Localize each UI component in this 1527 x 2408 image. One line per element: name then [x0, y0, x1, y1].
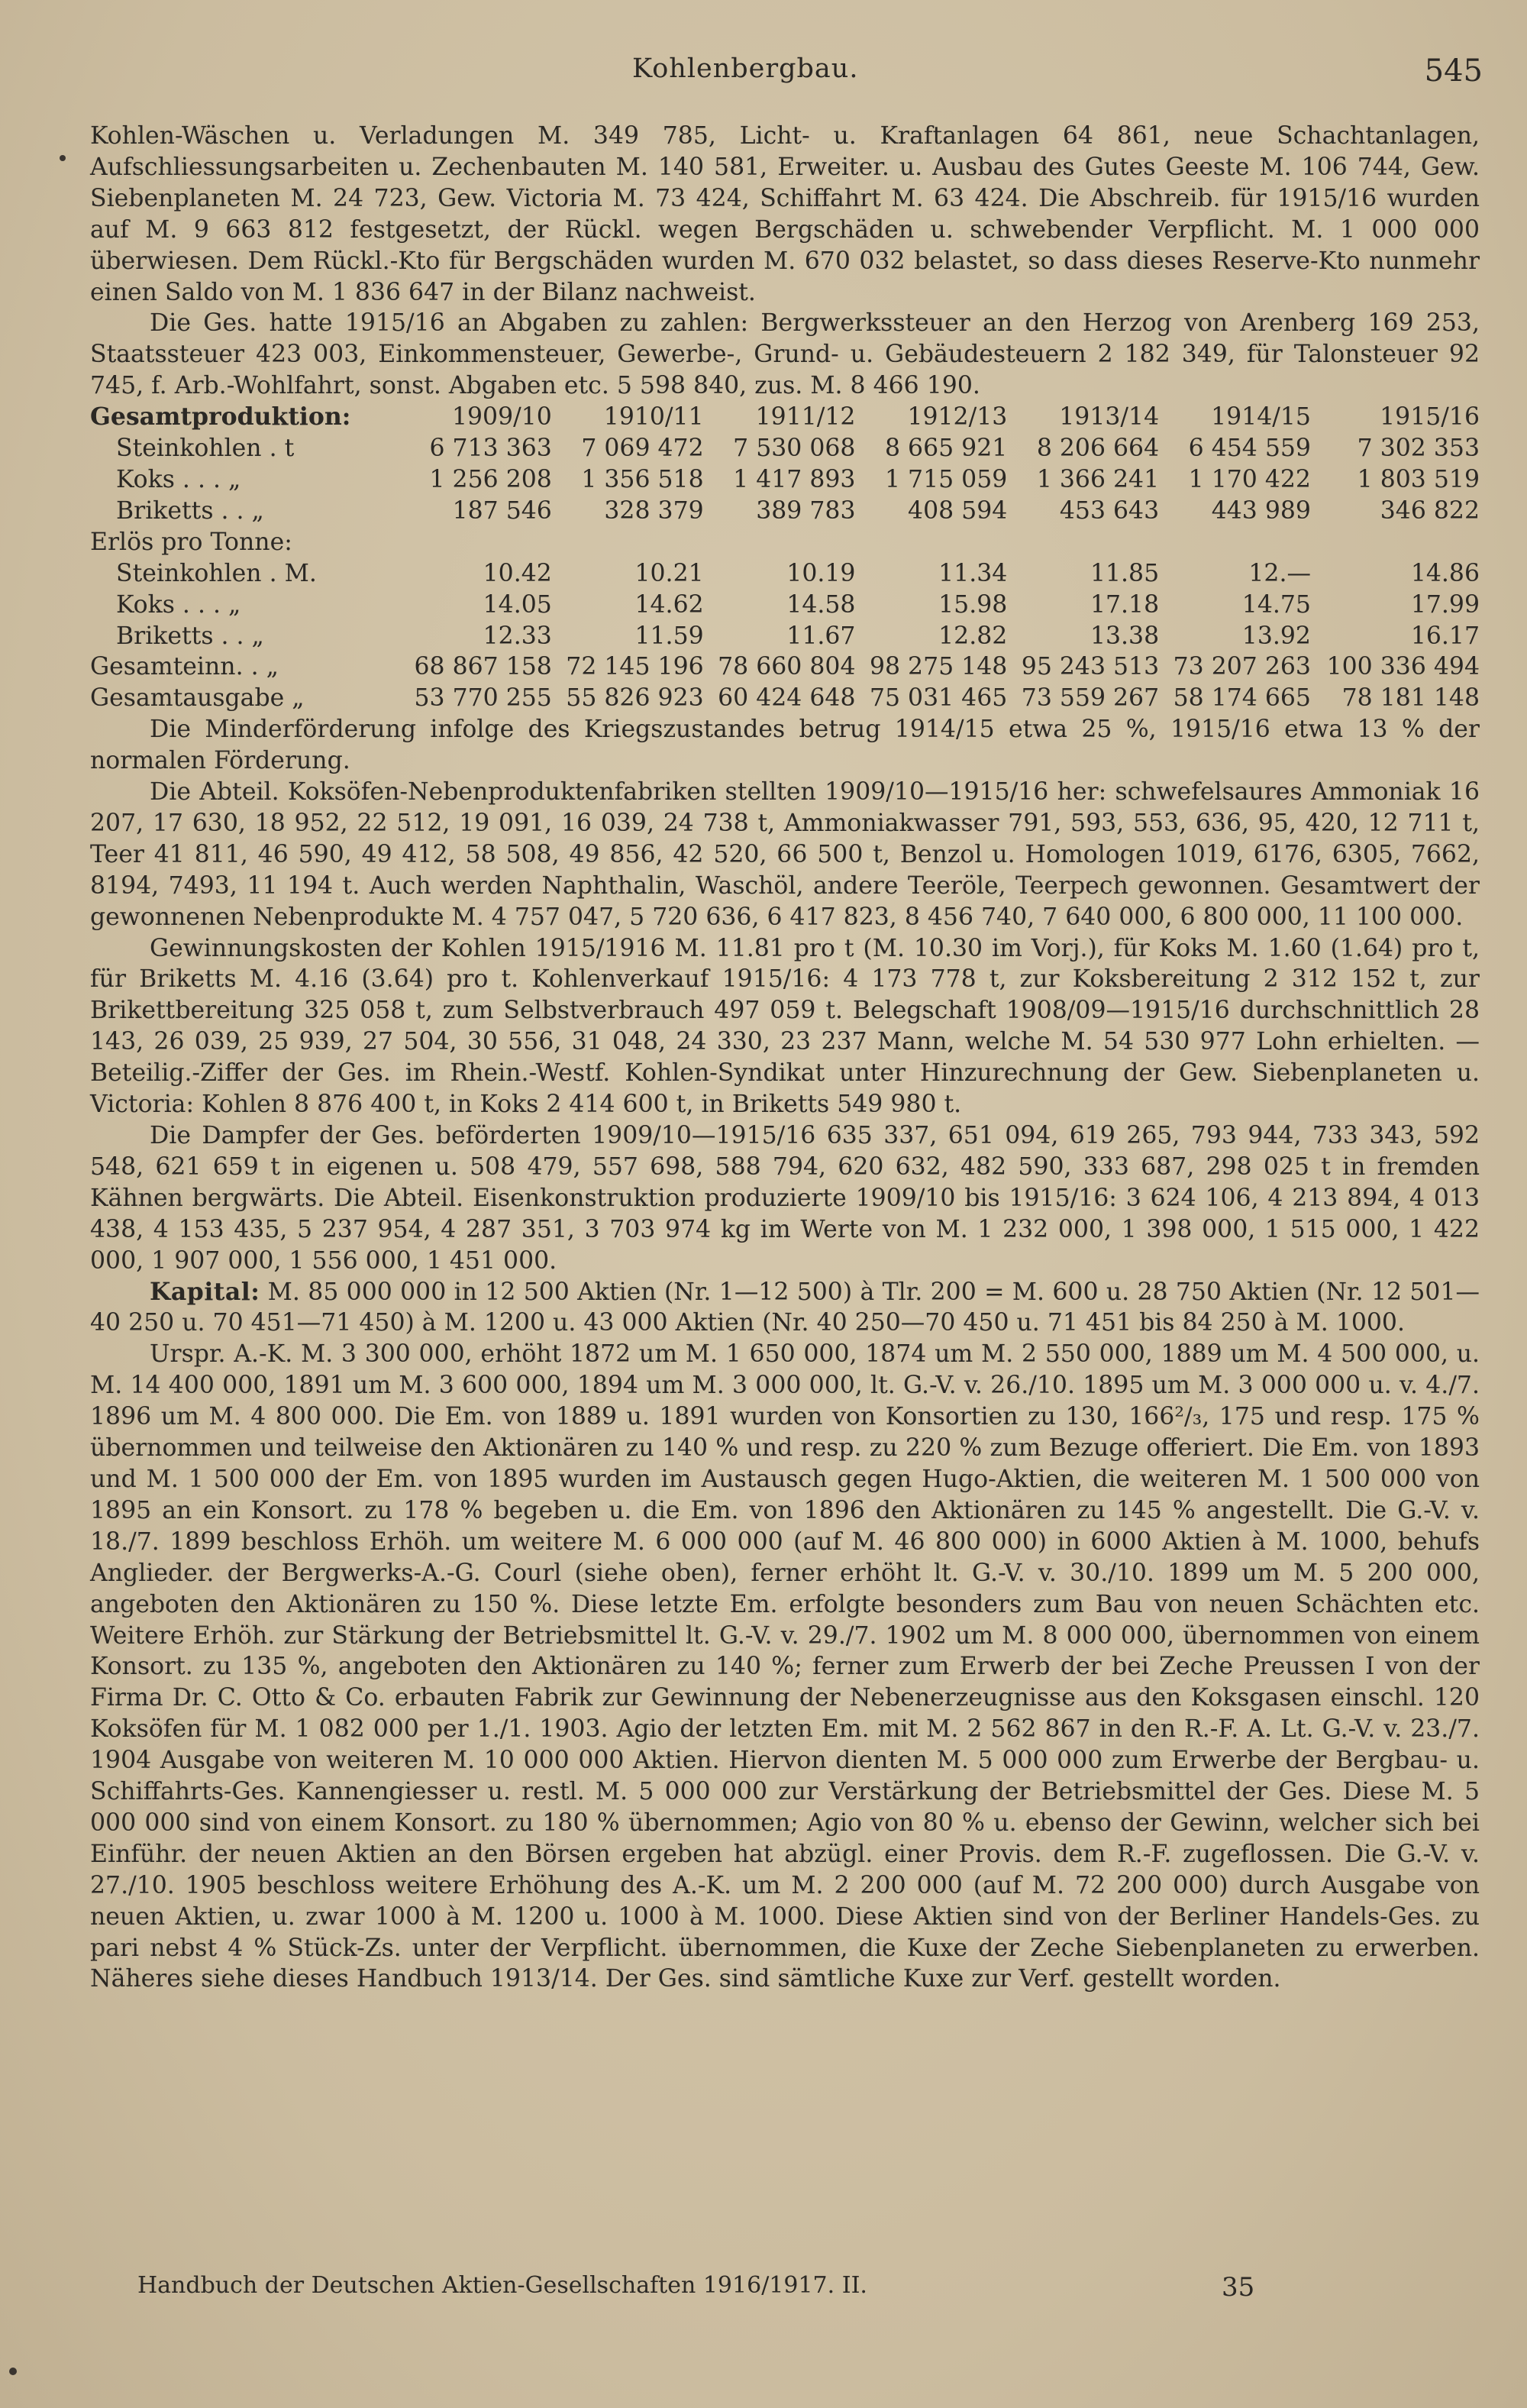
paragraph-nebenprodukte: Die Abteil. Koksöfen-Nebenproduktenfabriken stellten 1909/10—1915/16 her: schwefelsaures Ammoniak 16 207, 17 630, 18 952, 22 512, 19 091, 16 039, 24 738 t, Ammoniakwasser 791, 593, 553, 636, 95, 420, 12 711 t, Teer 41 811, 46 590, 49 412, 58 508, 49 856, 42 520, 66 500 t, Benzol u. Homologen 1019, 6176, 6305, 7662, 8194, 7493, 11 194 t. Auch werden Naphthalin, Waschöl, andere Teeröle, Teerpech gewonnen. Gesamtwert der gewonnenen Nebenprodukte M. 4 757 047, 5 720 636, 6 417 823, 8 456 740, 7 640 000, 6 800 000, 11 100 000. [90, 778, 1480, 931]
table-row [90, 651, 1480, 683]
table-cell: 12.82 [938, 622, 1008, 650]
table-cell: 13.92 [1241, 622, 1311, 650]
table-cell: 60 424 648 [718, 684, 856, 713]
table-cell: 1 803 519 [1357, 465, 1480, 493]
year-header: 1912/13 [907, 403, 1008, 432]
table-cell: 78 181 148 [1341, 684, 1480, 713]
year-header: 1911/12 [755, 403, 856, 432]
table-cell: 12.33 [483, 622, 552, 650]
table-cell: 72 145 196 [566, 653, 704, 681]
table-row [90, 496, 1480, 527]
table-section-row [90, 527, 1480, 558]
table-cell: 75 031 465 [869, 684, 1008, 713]
table-cell: 17.99 [1410, 590, 1480, 619]
table-cell: 14.62 [634, 590, 704, 619]
table-cell: 10.42 [483, 559, 552, 587]
running-title: Kohlenbergbau. [632, 53, 859, 84]
year-header: 1915/16 [1380, 403, 1480, 432]
year-header: 1914/15 [1211, 403, 1311, 432]
row-label: Steinkohlen . M. [116, 559, 317, 587]
table-cell: 1 366 241 [1036, 465, 1160, 493]
year-header: 1910/11 [603, 403, 704, 432]
table-row [90, 464, 1480, 496]
table-cell: 95 243 513 [1021, 653, 1160, 681]
row-label: Gesamtausgabe „ [90, 684, 305, 713]
table-cell: 1 417 893 [733, 465, 856, 493]
table-cell: 78 660 804 [718, 653, 856, 681]
table-cell: 14.86 [1410, 559, 1480, 587]
table-cell: 14.05 [483, 590, 552, 619]
table-cell: 1 170 422 [1188, 465, 1311, 493]
kapital-text: M. 85 000 000 in 12 500 Aktien (Nr. 1—12 500) à Tlr. 200 = M. 600 u. 28 750 Aktien (Nr. 12 501—40 250 u. 70 451—71 450) à M. 1200 u. 43 000 Aktien (Nr. 40 250—70 450 u. 71 451 bis 84 250 à M. 1000. [90, 1278, 1480, 1337]
table-cell: 408 594 [908, 496, 1008, 525]
row-label: Gesamteinn. . „ [90, 653, 279, 681]
footer-title: Handbuch der Deutschen Aktien-Gesellschaften 1916/1917. II. [137, 2272, 867, 2299]
paragraph-abgaben: Die Ges. hatte 1915/16 an Abgaben zu zahlen: Bergwerkssteuer an den Herzog von Arenberg 169 253, Staatssteuer 423 003, Einkommensteuer, Gewerbe-, Grund- u. Gebäudesteuern 2 182 349, für Talonsteuer 92 745, f. Arb.-Wohlfahrt, sonst. Abgaben etc. 5 598 840, zus. M. 8 466 190. [90, 309, 1480, 400]
row-label: Briketts . . „ [116, 496, 264, 525]
page-footer [137, 2272, 1435, 2310]
paragraph-dampfer: Die Dampfer der Ges. beförderten 1909/10—1915/16 635 337, 651 094, 619 265, 793 944, 733 343, 592 548, 621 659 t in eigenen u. 508 479, 557 698, 588 794, 620 632, 482 590, 333 687, 298 025 t in fremden Kähnen bergwärts. Die Abteil. Eisenkonstruktion produzierte 1909/10 bis 1915/16: 3 624 106, 4 213 894, 4 013 438, 4 153 435, 5 237 954, 4 287 351, 3 703 974 kg im Werte von M. 1 232 000, 1 398 000, 1 515 000, 1 422 000, 1 907 000, 1 556 000, 1 451 000. [90, 1122, 1480, 1275]
table-cell: 53 770 255 [414, 684, 552, 713]
signature-number: 35 [1222, 2272, 1255, 2303]
page-number: 545 [1424, 53, 1483, 89]
table-cell: 1 715 059 [884, 465, 1008, 493]
table-cell: 8 206 664 [1036, 435, 1160, 463]
table-cell: 16.17 [1410, 622, 1480, 650]
table-cell: 100 336 494 [1326, 653, 1480, 681]
table-cell: 11.85 [1090, 559, 1160, 587]
table-cell: 8 665 921 [884, 435, 1008, 463]
table-cell: 68 867 158 [414, 653, 552, 681]
paragraph-continued: Kohlen-Wäschen u. Verladungen M. 349 785, Licht- u. Kraftanlagen 64 861, neue Schachtanlagen, Aufschliessungsarbeiten u. Zechenbauten M. 140 581, Erweiter. u. Ausbau des Gutes Geeste M. 106 744, Gew. Siebenplaneten M. 24 723, Gew. Victoria M. 73 424, Schiffahrt M. 63 424. Die Abschreib. für 1915/16 wurden auf M. 9 663 812 festgesetzt, der Rückl. wegen Bergschäden u. schwebender Verpflicht. M. 1 000 000 überwiesen. Dem Rückl.-Kto für Bergschäden wurden M. 670 032 belastet, so dass dieses Reserve-Kto nunmehr einen Saldo von M. 1 836 647 in der Bilanz nachweist. [90, 122, 1480, 306]
paragraph-kapital [90, 1277, 1480, 1340]
production-table [90, 402, 1480, 714]
table-cell: 13.38 [1090, 622, 1160, 650]
table-row [90, 433, 1480, 464]
table-cell: 73 559 267 [1021, 684, 1160, 713]
row-label: Steinkohlen . t [116, 435, 295, 463]
ink-speck [9, 2368, 17, 2375]
table-cell: 14.75 [1241, 590, 1311, 619]
table-row [90, 590, 1480, 621]
table-cell: 6 713 363 [429, 435, 552, 463]
table-cell: 11.67 [786, 622, 856, 650]
year-header: 1913/14 [1059, 403, 1160, 432]
paragraph-urspr: Urspr. A.-K. M. 3 300 000, erhöht 1872 um M. 1 650 000, 1874 um M. 2 550 000, 1889 um M. 4 500 000, u. M. 14 400 000, 1891 um M. 3 600 000, 1894 um M. 3 000 000, lt. G.-V. v. 26./10. 1895 um M. 3 000 000 u. v. 4./7. 1896 um M. 4 800 000. Die Em. von 1889 u. 1891 wurden von Konsortien zu 130, 166²/₃, 175 und resp. 175 % übernommen und teilweise den Aktionären zu 140 % und resp. zu 220 % zum Bezuge offeriert. Die Em. von 1893 und M. 1 500 000 der Em. von 1895 wurden im Austausch gegen Hugo-Aktien, die weiteren M. 1 500 000 von 1895 an ein Konsort. zu 178 % begeben u. die Em. von 1896 den Aktionären zu 145 % angestellt. Die G.-V. v. 18./7. 1899 beschloss Erhöh. um weitere M. 6 000 000 (auf M. 46 800 000) in 6000 Aktien à M. 1000, behufs Anglieder. der Bergwerks-A.-G. Courl (siehe oben), ferner erhöht lt. G.-V. v. 30./10. 1899 um M. 5 200 000, angeboten den Aktionären zu 150 %. Diese letzte Em. erfolgte besonders zum Bau von neuen Schächten etc. Weitere Erhöh. zur Stärkung der Betriebsmittel lt. G.-V. v. 29./7. 1902 um M. 8 000 000, übernommen von einem Konsort. zu 135 %, angeboten den Aktionären zu 140 %; ferner zum Erwerb der bei Zeche Preussen I von der Firma Dr. C. Otto & Co. erbauten Fabrik zur Gewinnung der Nebenerzeugnisse aus den Koksgasen einschl. 120 Koksöfen für M. 1 082 000 per 1./1. 1903. Agio der letzten Em. mit M. 2 562 867 in den R.-F. A. Lt. G.-V. v. 23./7. 1904 Ausgabe von weiteren M. 10 000 000 Aktien. Hiervon dienten M. 5 000 000 zum Erwerbe der Bergbau- u. Schiffahrts-Ges. Kannengiesser u. restl. M. 5 000 000 zur Verstärkung der Betriebsmittel der Ges. Diese M. 5 000 000 sind von einem Konsort. zu 180 % übernommen; Agio von 80 % u. ebenso der Gewinn, welcher sich bei Einführ. der neuen Aktien an den Börsen ergeben hat abzügl. einer Provis. dem R.-F. zugeflossen. Die G.-V. v. 27./10. 1905 beschloss weitere Erhöhung des A.-K. um M. 2 200 000 (auf M. 72 200 000) durch Ausgabe von neuen Aktien, u. zwar 1000 à M. 1200 u. 1000 à M. 1000. Diese Aktien sind von der Berliner Handels-Ges. zu pari nebst 4 % Stück-Zs. unter der Verpflicht. übernommen, die Kuxe der Zeche Siebenplaneten zu erwerben. Näheres siehe dieses Handbuch 1913/14. Der Ges. sind sämtliche Kuxe zur Verf. gestellt worden. [90, 1340, 1480, 1993]
table-cell: 17.18 [1090, 590, 1160, 619]
paragraph-minderfoerderung: Die Minderförderung infolge des Kriegszustandes betrug 1914/15 etwa 25 %, 1915/16 etwa 13 % der normalen Förderung. [90, 716, 1480, 775]
table-cell: 7 069 472 [581, 435, 704, 463]
table-cell: 98 275 148 [869, 653, 1008, 681]
table-row [90, 621, 1480, 652]
section-label-erloes: Erlös pro Tonne: [90, 528, 292, 556]
year-header: 1909/10 [451, 403, 552, 432]
table-cell: 328 379 [604, 496, 704, 525]
table-cell: 11.34 [938, 559, 1008, 587]
running-head [0, 53, 1527, 92]
table-cell: 11.59 [634, 622, 704, 650]
table-cell: 453 643 [1059, 496, 1160, 525]
table-cell: 73 207 263 [1173, 653, 1311, 681]
table-row [90, 683, 1480, 714]
table-cell: 15.98 [938, 590, 1008, 619]
table-cell: 6 454 559 [1188, 435, 1311, 463]
ink-speck [60, 155, 66, 161]
row-label: Koks . . . „ [116, 465, 241, 493]
table-cell: 7 302 353 [1357, 435, 1480, 463]
table-cell: 55 826 923 [566, 684, 704, 713]
table-cell: 10.19 [786, 559, 856, 587]
table-cell: 7 530 068 [733, 435, 856, 463]
table-cell: 187 546 [452, 496, 552, 525]
table-cell: 10.21 [634, 559, 704, 587]
table-title: Gesamtproduktion: [90, 402, 351, 432]
row-label: Koks . . . „ [116, 590, 241, 619]
table-cell: 443 989 [1211, 496, 1311, 525]
body-text [90, 121, 1480, 1995]
kapital-label: Kapital: [150, 1277, 260, 1306]
table-cell: 346 822 [1380, 496, 1480, 525]
table-cell: 1 256 208 [429, 465, 552, 493]
table-header-row [90, 402, 1480, 433]
table-cell: 58 174 665 [1173, 684, 1311, 713]
paragraph-gewinnungskosten: Gewinnungskosten der Kohlen 1915/1916 M. 11.81 pro t (M. 10.30 im Vorj.), für Koks M. 1.60 (1.64) pro t, für Briketts M. 4.16 (3.64) pro t. Kohlenverkauf 1915/16: 4 173 778 t, zur Koksbereitung 2 312 152 t, zur Brikettbereitung 325 058 t, zum Selbstverbrauch 497 059 t. Belegschaft 1908/09—1915/16 durchschnittlich 28 143, 26 039, 25 939, 27 504, 30 556, 31 048, 24 330, 23 237 Mann, welche M. 54 530 977 Lohn erhielten. — Beteilig.-Ziffer der Ges. im Rhein.-Westf. Kohlen-Syndikat unter Hinzurechnung der Gew. Siebenplaneten u. Victoria: Kohlen 8 876 400 t, in Koks 2 414 600 t, in Briketts 549 980 t. [90, 934, 1480, 1119]
table-cell: 389 783 [756, 496, 856, 525]
table-row [90, 558, 1480, 590]
table-cell: 14.58 [786, 590, 856, 619]
table-cell: 1 356 518 [581, 465, 704, 493]
row-label: Briketts . . „ [116, 622, 264, 650]
table-cell: 12.— [1248, 559, 1311, 587]
